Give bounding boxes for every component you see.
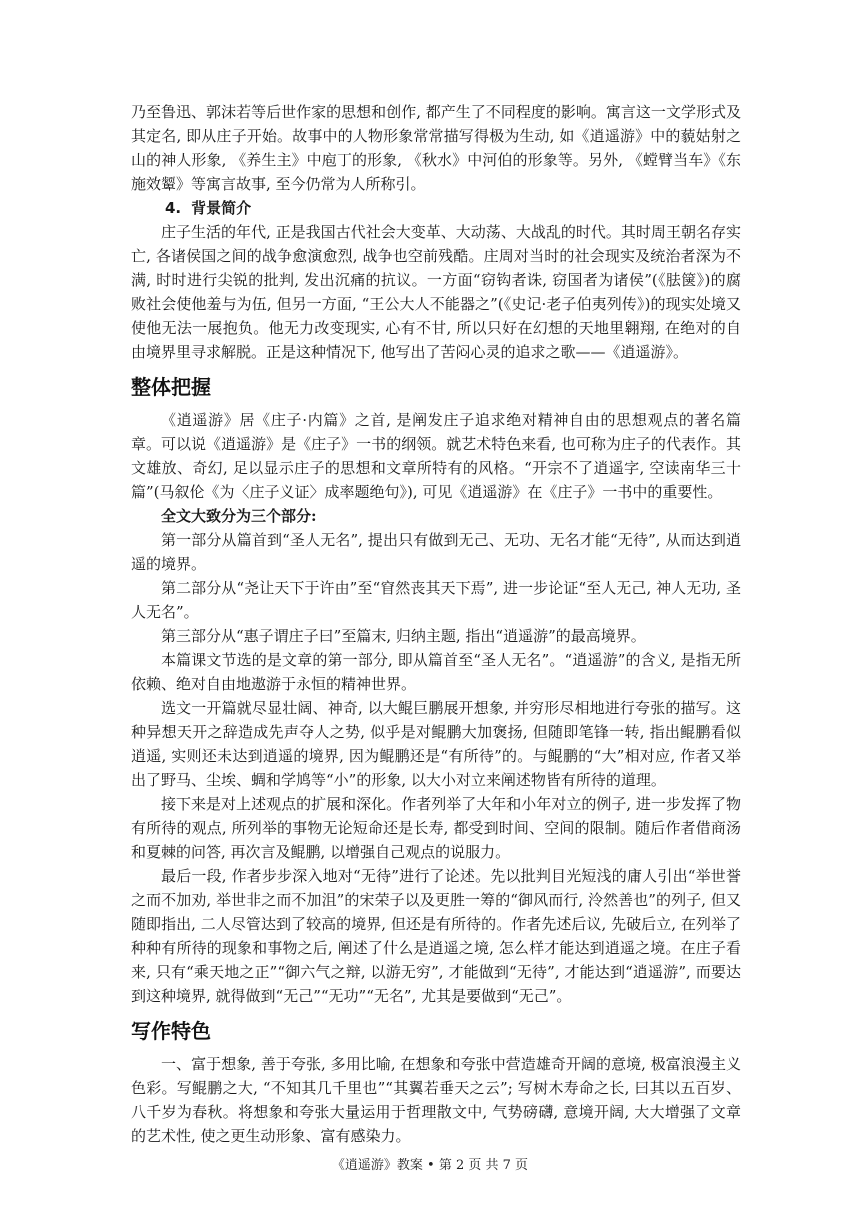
- background-heading: 背景简介: [191, 199, 252, 217]
- page-footer: 《逍遥游》教案 • 第 2 页 共 7 页: [331, 1158, 529, 1173]
- background-number: 4.: [165, 199, 182, 217]
- document-page: [131, 100, 741, 1148]
- part-3-paragraph: 第三部分从“惠子谓庄子曰”至篇末, 归纳主题, 指出“逍遥游”的最高境界。: [161, 627, 646, 645]
- writing-paragraph-1: 一、富于想象, 善于夸张, 多用比喻, 在想象和夸张中营造雄奇开阔的意境, 极富浪漫主义色彩。写鲲鹏之大, “不知其几千里也”“其翼若垂天之云”; 写树木寿命之长, 曰其以五百岁、八千岁为春秋。将想象和夸张大量运用于哲理散文中, 气势磅礴, 意境开阔, 大大增强了文章的艺术性, 使之更生动形象、富有感染力。: [131, 1055, 741, 1145]
- intro-paragraph: 乃至鲁迅、郭沫若等后世作家的思想和创作, 都产生了不同程度的影响。寓言这一文学形式及其定名, 即从庄子开始。故事中的人物形象常常描写得极为生动, 如《逍遥游》中的藐姑射之山的神人形象, 《养生主》中庖丁的形象, 《秋水》中河伯的形象等。另外, 《螳臂当车》《东施效颦》等寓言故事, 至今仍常为人所称引。: [131, 103, 741, 193]
- overview-paragraph-1: 《逍遥游》居《庄子·内篇》之首, 是阐发庄子追求绝对精神自由的思想观点的著名篇章。可以说《逍遥游》是《庄子》一书的纲领。就艺术特色来看, 也可称为庄子的代表作。其文雄放、奇幻, 足以显示庄子的思想和文章所特有的风格。“开宗不了逍遥字, 空读南华三十篇”(马叙伦《为〈庄子义证〉成率题绝句》), 可见《逍遥游》在《庄子》一书中的重要性。: [131, 411, 741, 501]
- overview-heading: 整体把握: [131, 375, 211, 399]
- overview-paragraph-5: 最后一段, 作者步步深入地对“无待”进行了论述。先以批判目光短浅的庸人引出“举世誉之而不加劝, 举世非之而不加沮”的宋荣子以及更胜一筹的“御风而行, 泠然善也”的列子, 但又随即指出, 二人尽管达到了较高的境界, 但还是有所待的。作者先述后议, 先破后立, 在列举了种种有所待的现象和事物之后, 阐述了什么是逍遥之境, 怎么样才能达到逍遥之境。在庄子看来, 只有“乘天地之正”“御六气之辩, 以游无穷”, 才能做到“无待”, 才能达到“逍遥游”, 而要达到这种境界, 就得做到“无己”“无功”“无名”, 尤其是要做到“无己”。: [131, 867, 741, 1005]
- part-2-paragraph: 第二部分从“尧让天下于许由”至“窅然丧其天下焉”, 进一步论证“至人无己, 神人无功, 圣人无名”。: [131, 579, 741, 621]
- part-1-paragraph: 第一部分从篇首到“圣人无名”, 提出只有做到无己、无功、无名才能“无待”, 从而达到逍遥的境界。: [131, 531, 741, 573]
- writing-heading: 写作特色: [131, 1019, 211, 1043]
- background-paragraph: 庄子生活的年代, 正是我国古代社会大变革、大动荡、大战乱的时代。其时周王朝名存实亡, 各诸侯国之间的战争愈演愈烈, 战争也空前残酷。庄周对当时的社会现实及统治者深为不满, 时时进行尖锐的批判, 发出沉痛的抗议。一方面“窃钩者诛, 窃国者为诸侯”(《胠箧》)的腐败社会使他羞与为伍, 但另一方面, “王公大人不能器之”(《史记·老子伯夷列传》)的现实处境又使他无法一展抱负。他无力改变现实, 心有不甘, 所以只好在幻想的天地里翱翔, 在绝对的自由境界里寻求解脱。正是这种情况下, 他写出了苦闷心灵的追求之歌——《逍遥游》。: [131, 223, 741, 361]
- overview-paragraph-2: 本篇课文节选的是文章的第一部分, 即从篇首至“圣人无名”。“逍遥游”的含义, 是指无所依赖、绝对自由地遨游于永恒的精神世界。: [131, 651, 741, 693]
- parts-title: 全文大致分为三个部分:: [161, 507, 317, 525]
- overview-paragraph-3: 选文一开篇就尽显壮阔、神奇, 以大鲲巨鹏展开想象, 并穷形尽相地进行夸张的描写。这种异想天开之辞造成先声夺人之势, 似乎是对鲲鹏大加褒扬, 但随即笔锋一转, 指出鲲鹏看似逍遥, 实则还未达到逍遥的境界, 因为鲲鹏还是“有所待”的。与鲲鹏的“大”相对应, 作者又举出了野马、尘埃、蜩和学鸠等“小”的形象, 以大小对立来阐述物皆有所待的道理。: [131, 699, 741, 789]
- overview-paragraph-4: 接下来是对上述观点的扩展和深化。作者列举了大年和小年对立的例子, 进一步发挥了物有所待的观点, 所列举的事物无论短命还是长寿, 都受到时间、空间的限制。随后作者借商汤和夏棘的问答, 再次言及鲲鹏, 以增强自己观点的说服力。: [131, 795, 741, 861]
- background-subheading: [131, 196, 741, 220]
